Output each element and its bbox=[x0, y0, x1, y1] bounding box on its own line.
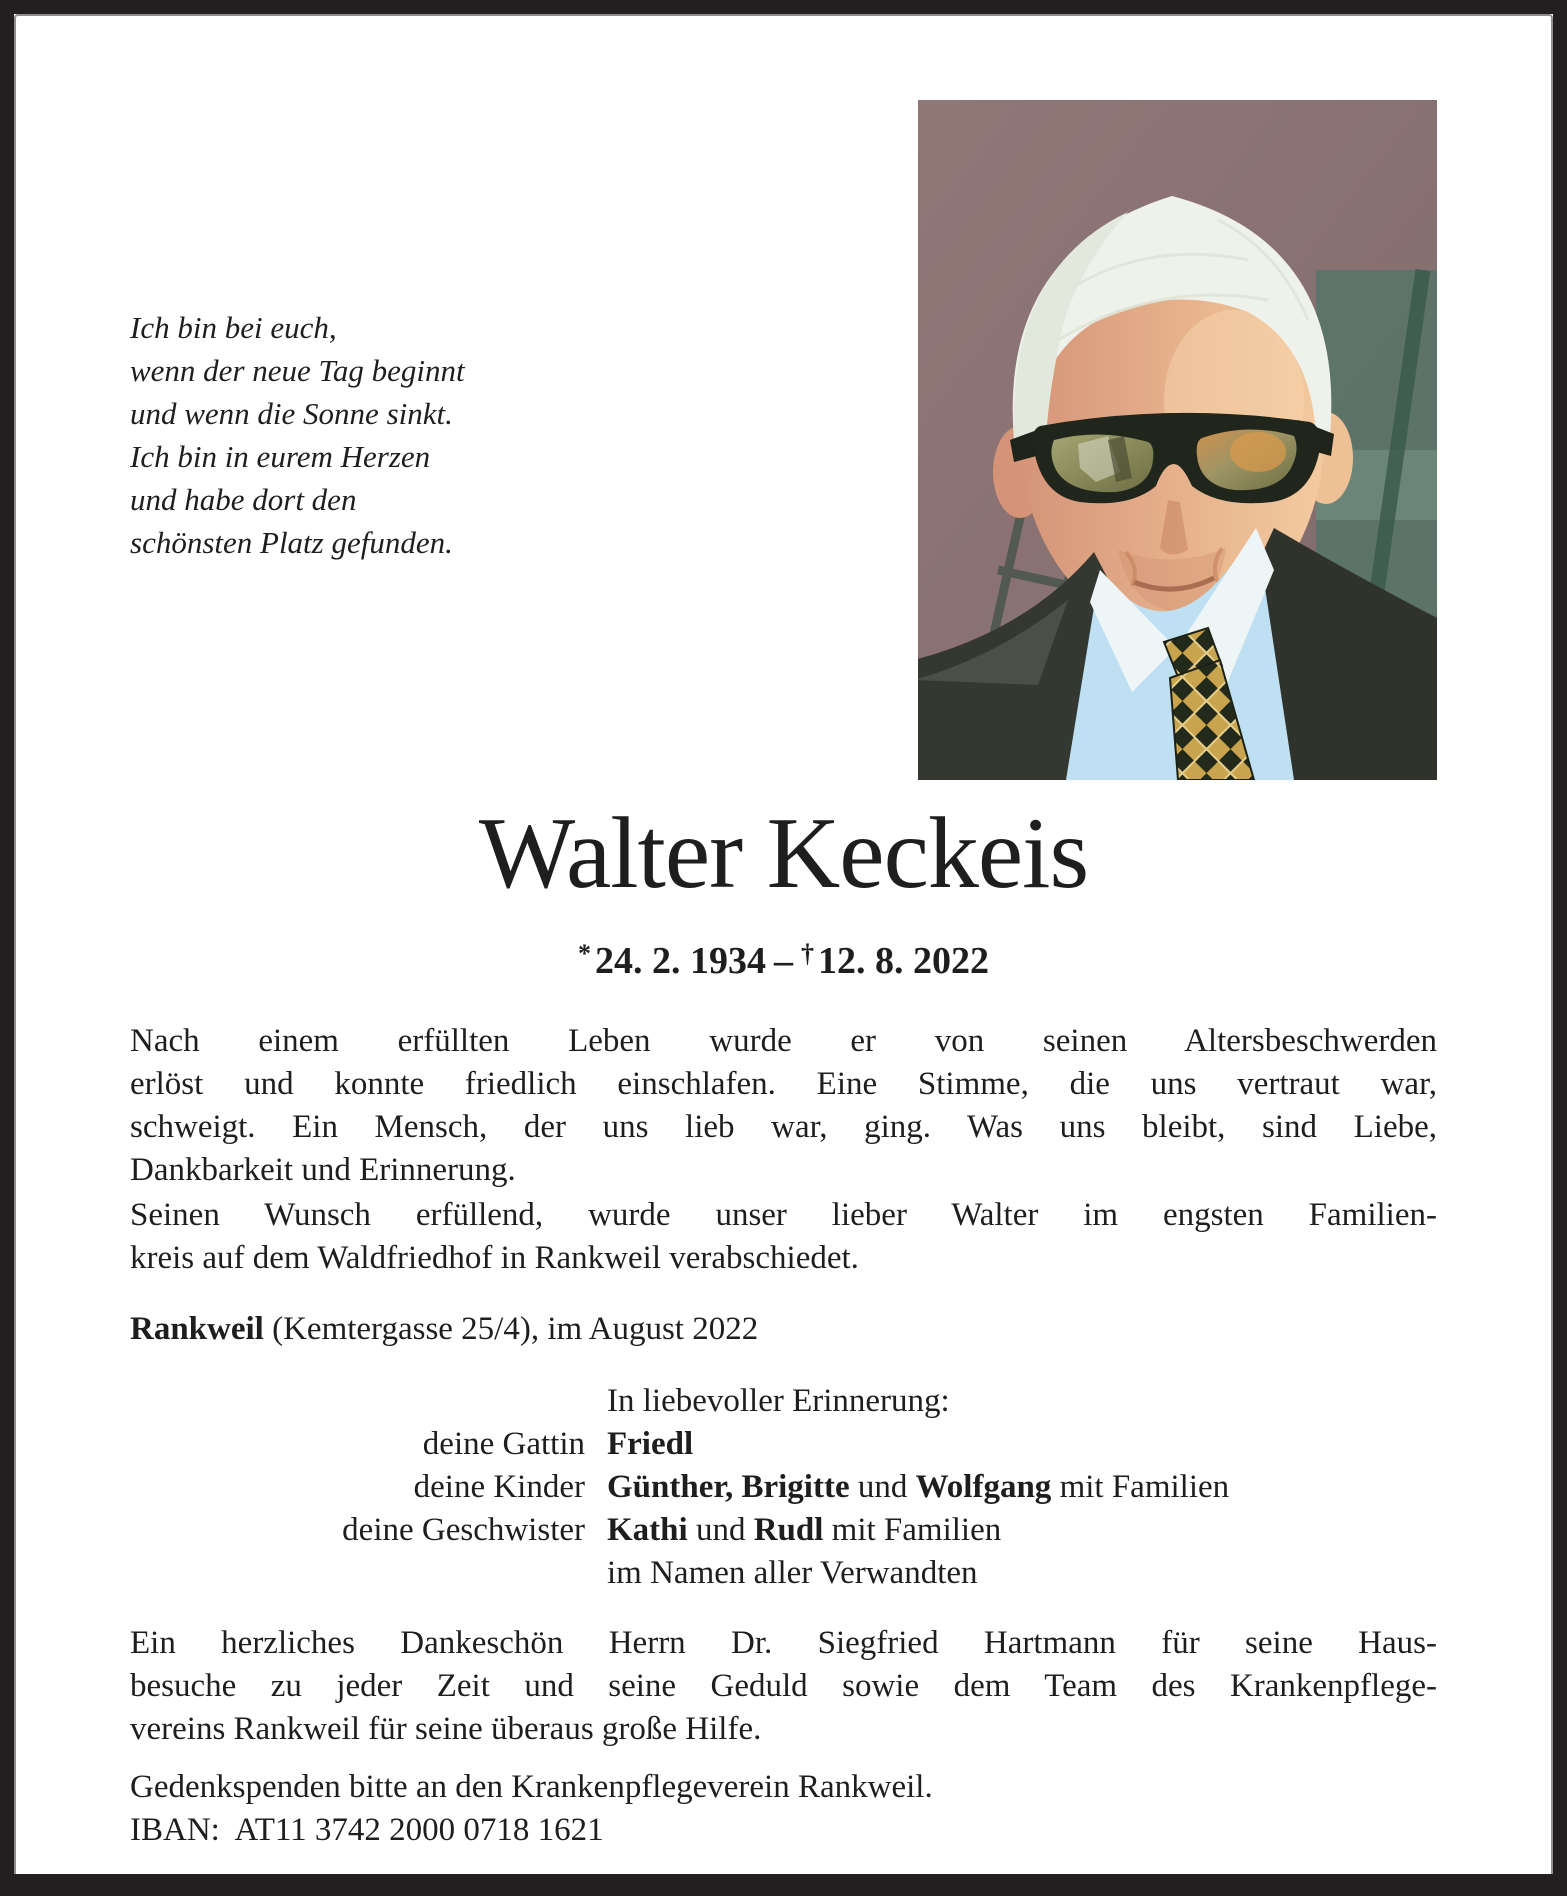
text-line: Dankbarkeit und Erinnerung. bbox=[130, 1152, 516, 1188]
place-name: Rankweil bbox=[130, 1311, 264, 1347]
remembrance-block bbox=[130, 1380, 1437, 1595]
family-name: Kathi bbox=[607, 1512, 688, 1548]
relation-label: deine Geschwister bbox=[342, 1512, 585, 1548]
iban-value: AT11 3742 2000 0718 1621 bbox=[234, 1812, 604, 1848]
obituary-paragraph-1 bbox=[130, 1020, 1437, 1192]
life-dates bbox=[0, 936, 1567, 990]
obituary-paragraph-2 bbox=[130, 1194, 1437, 1280]
birth-date: 24. 2. 1934 bbox=[595, 940, 766, 982]
death-dagger-icon: † bbox=[801, 939, 814, 968]
poem-line: Ich bin in eurem Herzen bbox=[130, 439, 431, 474]
place-rest: (Kemtergasse 25/4), im August 2022 bbox=[263, 1311, 759, 1347]
dates-separator: – bbox=[774, 940, 793, 982]
conjunction: und bbox=[687, 1512, 754, 1548]
text-line: Nach einem erfüllten Leben wurde er von seinen Altersbeschwerden bbox=[130, 1023, 1437, 1059]
poem-line: und habe dort den bbox=[130, 482, 357, 517]
remembrance-title: In liebevoller Erinnerung: bbox=[607, 1383, 950, 1419]
relation-label: deine Gattin bbox=[422, 1426, 585, 1462]
text-line: vereins Rankweil für seine überaus große Hilfe. bbox=[130, 1711, 762, 1747]
family-name: Günther, Brigitte bbox=[607, 1469, 850, 1505]
birth-star-icon: * bbox=[578, 939, 591, 968]
family-name: Wolfgang bbox=[915, 1469, 1052, 1505]
thanks-paragraph bbox=[130, 1622, 1437, 1751]
deceased-name: Walter Keckeis bbox=[478, 797, 1089, 910]
place-date-line bbox=[130, 1308, 1437, 1351]
text-line: schweigt. Ein Mensch, der uns lieb war, ging. Was uns bleibt, sind Liebe, bbox=[130, 1109, 1437, 1145]
text-line: Ein herzliches Dankeschön Herrn Dr. Siegfried Hartmann für seine Haus- bbox=[130, 1625, 1437, 1661]
text-line: Seinen Wunsch erfüllend, wurde unser lieber Walter im engsten Familien- bbox=[130, 1197, 1437, 1233]
suffix: mit Familien bbox=[823, 1512, 1002, 1548]
death-date: 12. 8. 2022 bbox=[818, 940, 989, 982]
poem-line: und wenn die Sonne sinkt. bbox=[130, 396, 453, 431]
family-name: Rudl bbox=[753, 1512, 824, 1548]
text-line: erlöst und konnte friedlich einschlafen. Eine Stimme, die uns vertraut war, bbox=[130, 1066, 1437, 1102]
suffix: mit Familien bbox=[1051, 1469, 1230, 1505]
portrait-photo bbox=[918, 100, 1437, 780]
iban-line bbox=[130, 1809, 1437, 1852]
relation-value bbox=[607, 1509, 1437, 1552]
spacer bbox=[130, 1380, 585, 1423]
poem-line: wenn der neue Tag beginnt bbox=[130, 353, 465, 388]
conjunction: und bbox=[849, 1469, 916, 1505]
spacer bbox=[130, 1552, 585, 1595]
text-line: kreis auf dem Waldfriedhof in Rankweil verabschiedet. bbox=[130, 1240, 859, 1276]
relation-label: deine Kinder bbox=[413, 1469, 585, 1505]
card-border-bottom bbox=[0, 1874, 1567, 1896]
donation-line: Gedenkspenden bitte an den Krankenpflegeverein Rankweil. bbox=[130, 1769, 933, 1805]
family-name: Friedl bbox=[607, 1426, 694, 1462]
poem-line: Ich bin bei euch, bbox=[130, 310, 337, 345]
relation-value bbox=[607, 1466, 1437, 1509]
donation-block bbox=[130, 1766, 1437, 1852]
poem-line: schönsten Platz gefunden. bbox=[130, 525, 453, 560]
poem bbox=[130, 306, 465, 564]
remembrance-closing: im Namen aller Verwandten bbox=[607, 1555, 978, 1591]
iban-label: IBAN: bbox=[130, 1812, 220, 1848]
text-line: besuche zu jeder Zeit und seine Geduld sowie dem Team des Krankenpflege- bbox=[130, 1668, 1437, 1704]
relation-value bbox=[607, 1423, 1437, 1466]
